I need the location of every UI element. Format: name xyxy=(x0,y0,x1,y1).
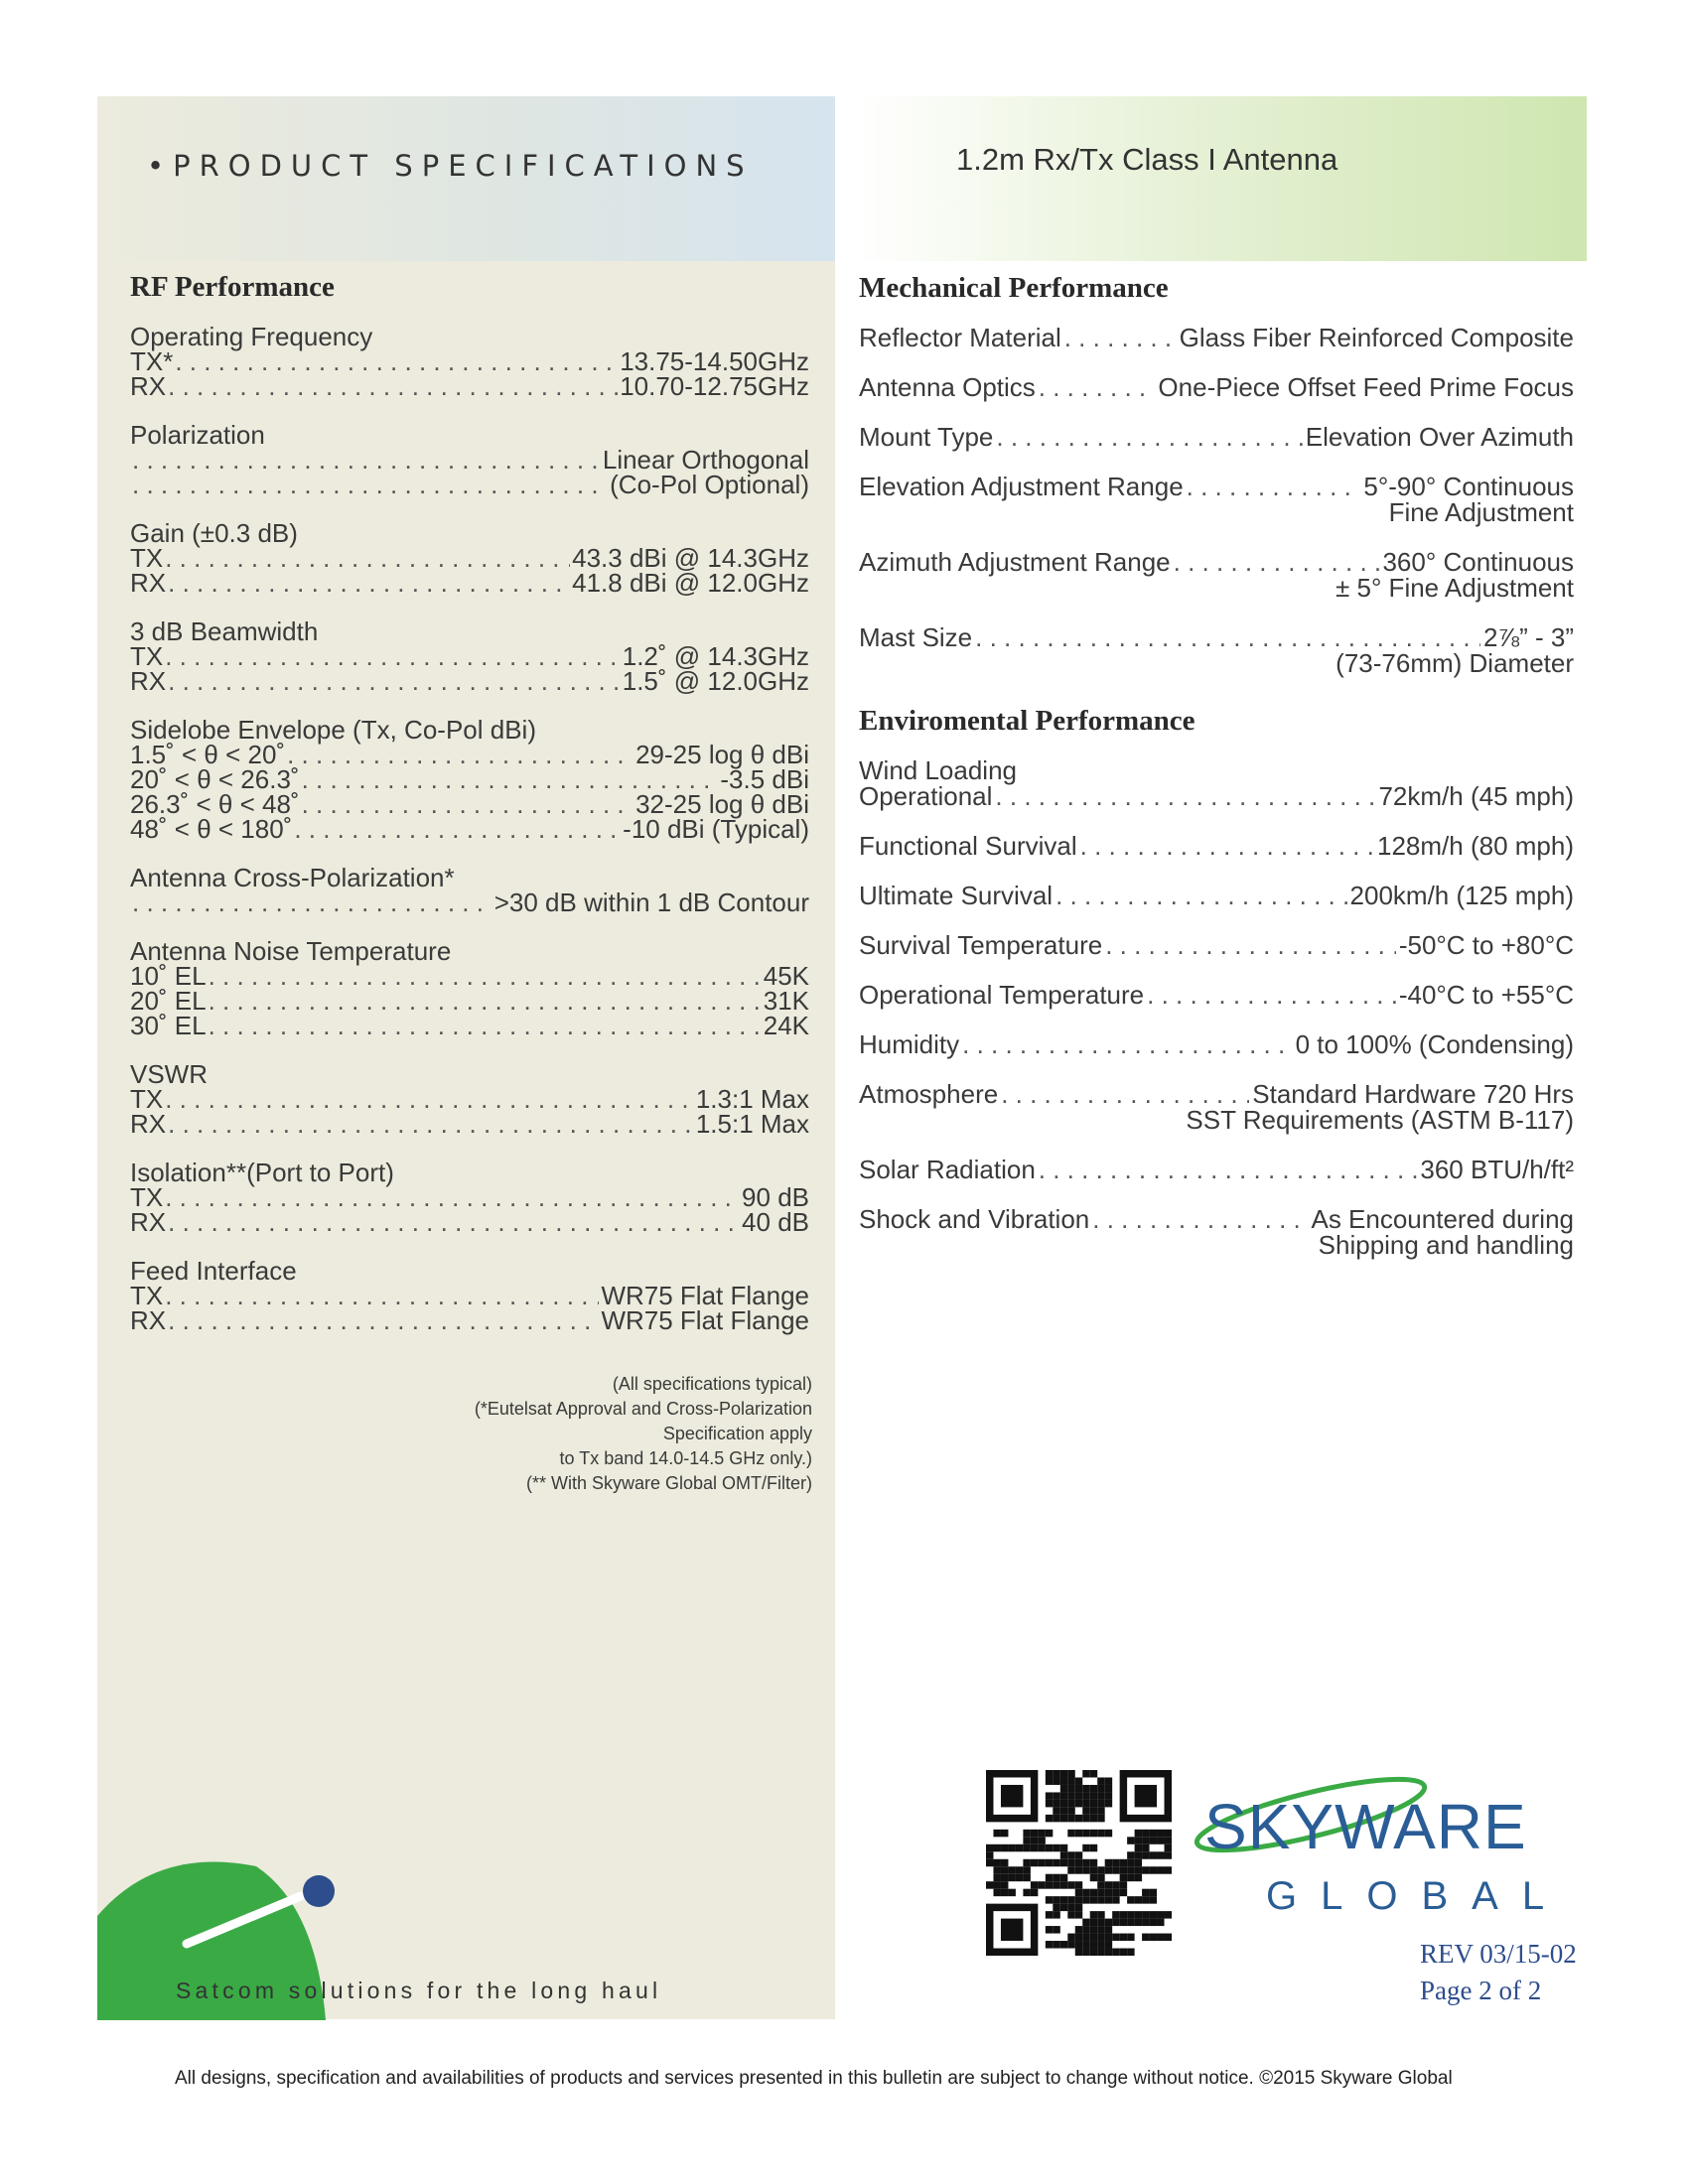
spec-row: Elevation Adjustment Range . . . 5°-90° Continuous xyxy=(859,474,1574,499)
tagline: Satcom solutions for the long haul xyxy=(176,1978,662,2003)
sidelobe-group xyxy=(130,717,809,842)
spec-row: 26.3˚ < θ < 48˚ . . . 32-25 log θ dBi xyxy=(130,792,809,817)
spec-row: Ultimate Survival . . . 200km/h (125 mph) xyxy=(859,883,1574,908)
spec-row: 20˚ EL . . . 31K xyxy=(130,989,809,1014)
footer-disclaimer: All designs, specification and availabilities of products and services presented in this bulletin are subject to change without notice. ©2015 Skyware Global xyxy=(175,2068,1453,2089)
spec-row: TX* . . . 13.75-14.50GHz xyxy=(130,349,809,374)
spec-row: Solar Radiation . . . 360 BTU/h/ft² xyxy=(859,1157,1574,1182)
spec-row: TX . . . 90 dB xyxy=(130,1185,809,1210)
group-title: Antenna Noise Temperature xyxy=(130,936,452,966)
spec-row: Humidity . . . 0 to 100% (Condensing) xyxy=(859,1031,1574,1057)
qr-code[interactable] xyxy=(986,1770,1172,1956)
rf-title: RF Performance xyxy=(130,271,335,303)
spec-row: RX . . . 1.5˚ @ 12.0GHz xyxy=(130,669,809,694)
mechanical-section xyxy=(859,271,1574,1282)
spec-block xyxy=(859,1206,1574,1258)
cross-pol-group xyxy=(130,865,809,915)
beamwidth-group xyxy=(130,618,809,694)
group-title: 3 dB Beamwidth xyxy=(130,616,319,646)
rf-performance-section xyxy=(130,270,809,1356)
spec-row: Operational Temperature . . . -40°C to +55°C xyxy=(859,982,1574,1008)
spec-row: Survival Temperature . . . -50°C to +80°C xyxy=(859,932,1574,958)
spec-row: Azimuth Adjustment Range . . . 360° Continuous xyxy=(859,549,1574,575)
vswr-group xyxy=(130,1061,809,1137)
feed-interface-group xyxy=(130,1258,809,1333)
spec-continuation: SST Requirements (ASTM B-117) xyxy=(1186,1105,1574,1135)
spec-row: Reflector Material . . . Glass Fiber Reinforced Composite xyxy=(859,325,1574,350)
spec-row: RX . . . 41.8 dBi @ 12.0GHz xyxy=(130,571,809,596)
right-header-band xyxy=(854,96,1587,261)
spec-row: Operational . . . 72km/h (45 mph) xyxy=(859,783,1574,809)
spec-continuation: ± 5° Fine Adjustment xyxy=(1335,573,1574,603)
spec-row: RX . . . 10.70-12.75GHz xyxy=(130,374,809,399)
note-line: (*Eutelsat Approval and Cross-Polarization xyxy=(474,1399,812,1419)
spec-row: RX . . . 40 dB xyxy=(130,1210,809,1235)
spec-notes xyxy=(357,1372,812,1496)
noise-temperature-group xyxy=(130,938,809,1038)
note-line: (All specifications typical) xyxy=(612,1374,812,1394)
spec-row: Shock and Vibration . . . As Encountered during xyxy=(859,1206,1574,1232)
spec-continuation: Fine Adjustment xyxy=(1388,497,1574,527)
isolation-group xyxy=(130,1160,809,1235)
spec-block xyxy=(859,549,1574,601)
group-title: Operating Frequency xyxy=(130,322,373,351)
spec-row: Atmosphere . . . Standard Hardware 720 Hrs xyxy=(859,1081,1574,1107)
logo-subtitle: GLOBAL xyxy=(1266,1874,1569,1918)
spec-row: 30˚ EL . . . 24K xyxy=(130,1014,809,1038)
spec-block xyxy=(859,1081,1574,1133)
group-title: VSWR xyxy=(130,1059,208,1089)
spec-row: . . . >30 dB within 1 dB Contour xyxy=(130,890,809,915)
note-line: to Tx band 14.0-14.5 GHz only.) xyxy=(559,1448,812,1468)
spec-block xyxy=(859,474,1574,525)
spec-row: 20˚ < θ < 26.3˚ . . . -3.5 dBi xyxy=(130,767,809,792)
gain-group xyxy=(130,520,809,596)
note-line: Specification apply xyxy=(662,1424,812,1443)
group-title: Feed Interface xyxy=(130,1256,297,1286)
spec-row: . . . (Co-Pol Optional) xyxy=(130,473,809,497)
operating-frequency-group xyxy=(130,324,809,399)
group-title: Isolation**(Port to Port) xyxy=(130,1158,394,1187)
polarization-group xyxy=(130,422,809,497)
group-title: Sidelobe Envelope (Tx, Co-Pol dBi) xyxy=(130,715,536,745)
logo-wordmark: SKYWARE xyxy=(1204,1791,1527,1862)
spec-row: 10˚ EL . . . 45K xyxy=(130,964,809,989)
revision-block xyxy=(1420,1936,1577,2009)
spec-row: Mount Type . . . Elevation Over Azimuth xyxy=(859,424,1574,450)
revision: REV 03/15-02 xyxy=(1420,1939,1577,1969)
spec-row: Antenna Optics . . . One-Piece Offset Feed Prime Focus xyxy=(859,374,1574,400)
page-number: Page 2 of 2 xyxy=(1420,1976,1542,2005)
group-title: Gain (±0.3 dB) xyxy=(130,518,298,548)
product-name: 1.2m Rx/Tx Class I Antenna xyxy=(956,142,1338,177)
spec-continuation: (73-76mm) Diameter xyxy=(1336,648,1574,678)
spec-row: TX . . . 1.3:1 Max xyxy=(130,1087,809,1112)
spec-row: . . . Linear Orthogonal xyxy=(130,448,809,473)
spec-row: TX . . . WR75 Flat Flange xyxy=(130,1284,809,1308)
spec-block xyxy=(859,624,1574,676)
spec-row: Functional Survival . . . 128m/h (80 mph) xyxy=(859,833,1574,859)
note-line: (** With Skyware Global OMT/Filter) xyxy=(525,1473,812,1493)
spec-row: TX . . . 1.2˚ @ 14.3GHz xyxy=(130,644,809,669)
section-label: •PRODUCT SPECIFICATIONS xyxy=(147,149,754,183)
spec-block xyxy=(859,757,1574,809)
spec-row: RX . . . 1.5:1 Max xyxy=(130,1112,809,1137)
spec-row: 1.5˚ < θ < 20˚ . . . 29-25 log θ dBi xyxy=(130,743,809,767)
group-title: Wind Loading xyxy=(859,755,1017,785)
environmental-title: Enviromental Performance xyxy=(859,705,1196,737)
spec-row: RX . . . WR75 Flat Flange xyxy=(130,1308,809,1333)
group-title: Polarization xyxy=(130,420,265,450)
mechanical-title: Mechanical Performance xyxy=(859,272,1169,304)
spec-row: 48˚ < θ < 180˚ . . . -10 dBi (Typical) xyxy=(130,817,809,842)
spec-row: TX . . . 43.3 dBi @ 14.3GHz xyxy=(130,546,809,571)
spec-continuation: Shipping and handling xyxy=(1318,1230,1574,1260)
group-title: Antenna Cross-Polarization* xyxy=(130,863,455,892)
spec-row: Mast Size . . . 2⅞” - 3” xyxy=(859,624,1574,650)
